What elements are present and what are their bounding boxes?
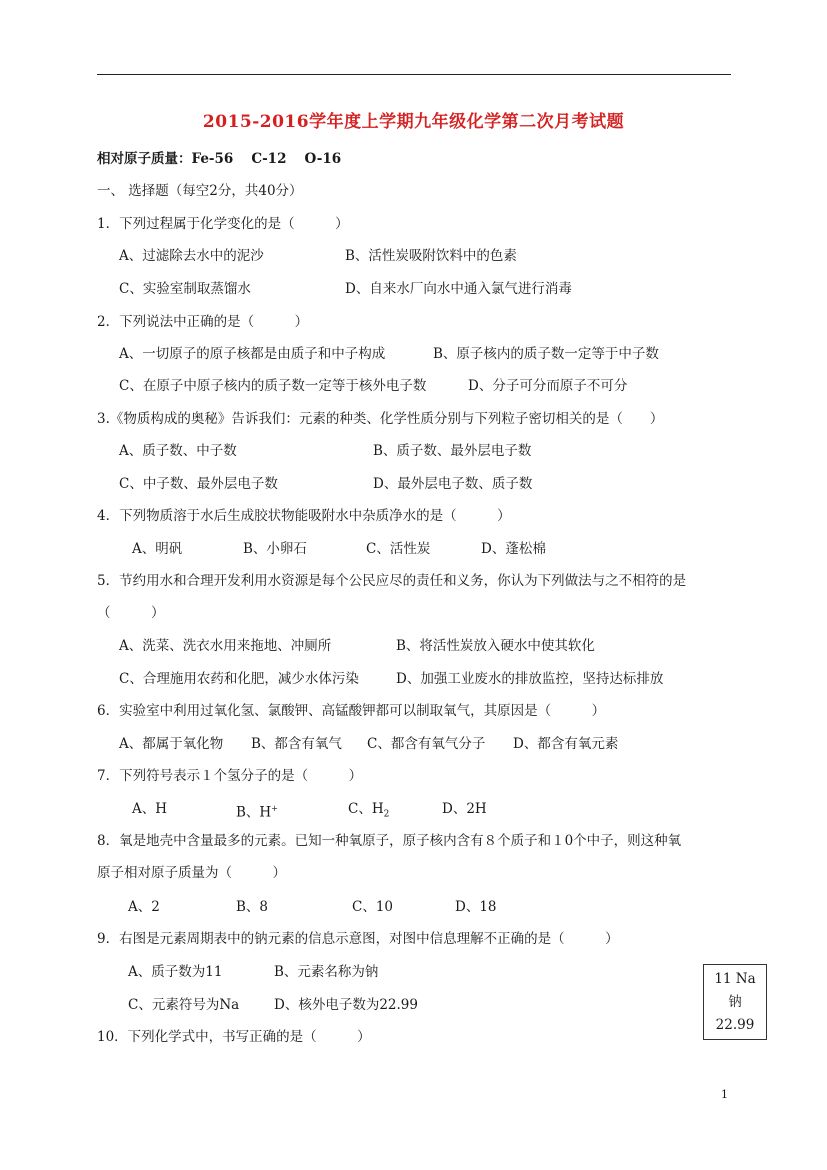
q3-option-a: A、质子数、中子数 [119, 443, 237, 459]
q3-option-b: B、质子数、最外层电子数 [373, 443, 532, 459]
q7-option-d: D、2H [442, 801, 487, 817]
q7-option-c-text: C、H [348, 801, 384, 817]
q5-option-c: C、合理施用农药和化肥，减少水体污染 [119, 671, 359, 687]
question-4-stem: 4．下列物质溶于水后生成胶状物能吸附水中杂质净水的是（ ） [97, 508, 511, 524]
q9-option-b: B、元素名称为钠 [274, 964, 379, 980]
sodium-name: 钠 [728, 994, 742, 1010]
q1-option-d: D、自来水厂向水中通入氯气进行消毒 [345, 281, 572, 297]
q7-option-b-charge: + [271, 804, 278, 813]
q2-option-b: B、原子核内的质子数一定等于中子数 [433, 346, 659, 362]
q1-option-a: A、过滤除去水中的泥沙 [119, 248, 264, 264]
q4-option-c: C、活性炭 [366, 541, 431, 557]
q1-option-c: C、实验室制取蒸馏水 [119, 281, 251, 297]
question-5-stem: 5．节约用水和合理开发利用水资源是每个公民应尽的责任和义务，你认为下列做法与之不相符的是 [97, 573, 687, 589]
question-3-stem: 3.《物质构成的奥秘》告诉我们：元素的种类、化学性质分别与下列粒子密切相关的是（ ） [97, 411, 664, 427]
question-6-stem: 6．实验室中利用过氧化氢、氯酸钾、高锰酸钾都可以制取氧气，其原因是（ ） [97, 703, 606, 719]
question-5-stem-cont: （ ） [97, 605, 165, 621]
q6-option-b: B、都含有氧气 [251, 736, 342, 752]
question-8-stem-cont: 原子相对原子质量为（ ） [97, 865, 286, 881]
ref-mass-o: O-16 [304, 151, 342, 167]
ref-mass-label: 相对原子质量：Fe-56 [97, 151, 234, 167]
q2-option-d: D、分子可分而原子不可分 [468, 378, 628, 394]
ref-mass-c: C-12 [251, 151, 287, 167]
q9-option-a: A、质子数为11 [128, 964, 223, 980]
question-2-stem: 2．下列说法中正确的是（ ） [97, 314, 309, 330]
q9-option-c: C、元素符号为Na [128, 997, 240, 1013]
q5-option-a: A、洗菜、洗衣水用来拖地、冲厕所 [119, 638, 332, 654]
q8-option-c: C、10 [352, 899, 394, 915]
header-rule [97, 74, 731, 75]
question-1-stem: 1．下列过程属于化学变化的是（ ） [97, 216, 349, 232]
q6-option-d: D、都含有氧元素 [513, 736, 619, 752]
q7-option-c [348, 800, 389, 824]
q8-option-d: D、18 [455, 899, 497, 915]
sodium-element-box [703, 964, 767, 1040]
page-title: 2015-2016学年度上学期九年级化学第二次月考试题 [202, 112, 625, 132]
q7-option-b-text: B、H [236, 804, 272, 821]
section-heading: 一、 选择题（每空2分，共40分） [97, 183, 303, 199]
q7-option-b [236, 800, 278, 822]
q7-option-a: A、H [132, 801, 168, 817]
q4-option-d: D、蓬松棉 [481, 541, 546, 557]
q4-option-a: A、明矾 [132, 541, 183, 557]
q5-option-d: D、加强工业废水的排放监控，坚持达标排放 [396, 671, 664, 687]
q3-option-d: D、最外层电子数、质子数 [373, 476, 533, 492]
q2-option-a: A、一切原子的原子核都是由质子和中子构成 [119, 346, 386, 362]
q4-option-b: B、小卵石 [243, 541, 307, 557]
q8-option-a: A、2 [128, 899, 160, 915]
q5-option-b: B、将活性炭放入硬水中使其软化 [396, 638, 595, 654]
q1-option-b: B、活性炭吸附饮料中的色素 [345, 248, 517, 264]
q2-option-c: C、在原子中原子核内的质子数一定等于核外电子数 [119, 378, 427, 394]
sodium-atomic-mass: 22.99 [715, 1017, 755, 1033]
q8-option-b: B、8 [236, 899, 269, 915]
question-7-stem: 7．下列符号表示１个氢分子的是（ ） [97, 768, 363, 784]
q9-option-d: D、核外电子数为22.99 [274, 997, 418, 1013]
q3-option-c: C、中子数、最外层电子数 [119, 476, 278, 492]
sodium-number-symbol: 11 Na [714, 971, 756, 987]
q6-option-a: A、都属于氧化物 [119, 736, 224, 752]
q7-option-c-subscript: 2 [383, 809, 390, 820]
relative-atomic-mass [97, 150, 341, 168]
question-10-stem: 10．下列化学式中，书写正确的是（ ） [97, 1029, 371, 1045]
q6-option-c: C、都含有氧气分子 [367, 736, 486, 752]
question-9-stem: 9．右图是元素周期表中的钠元素的信息示意图，对图中信息理解不正确的是（ ） [97, 931, 619, 947]
question-8-stem: 8．氧是地壳中含量最多的元素。已知一种氧原子，原子核内含有８个质子和１0个中子，则这种氧 [97, 833, 682, 849]
page-number: 1 [721, 1088, 728, 1101]
